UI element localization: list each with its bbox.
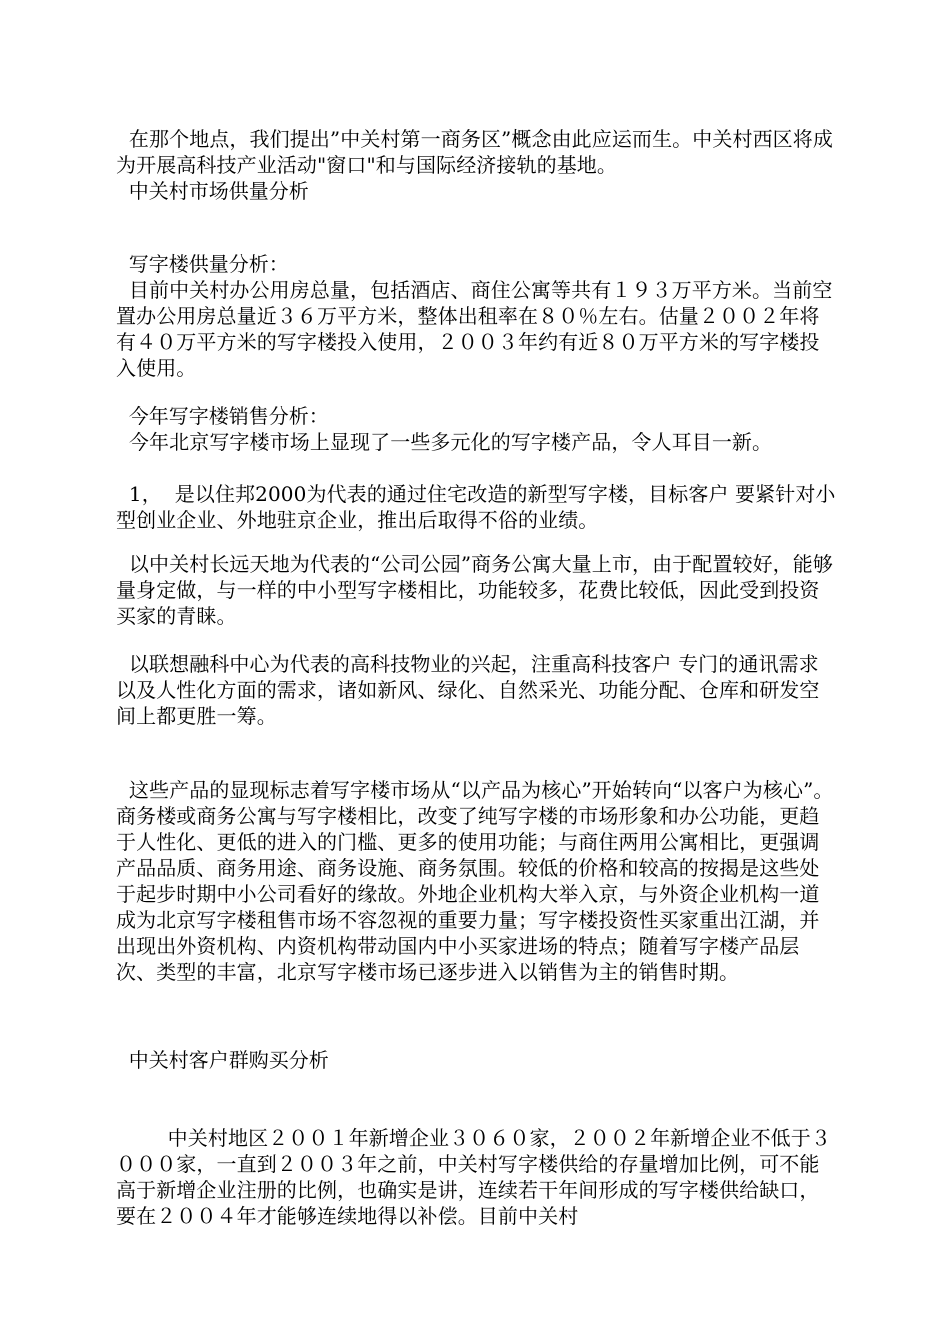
paragraph-office-sales: 今年北京写字楼市场上显现了一些多元化的写字楼产品，令人耳目一新。	[116, 430, 773, 454]
paragraph-item-one: 1， 是以住邦2000为代表的通过住宅改造的新型写字楼，目标客户 要紧针对小型创业企业、外地驻京企业，推出后取得不俗的业绩。	[116, 482, 836, 532]
paragraph-intro: 在那个地点，我们提出”中关村第一商务区”概念由此应运而生。中关村西区将成为开展高科技产业活动"窗口"和与国际经济接轨的基地。	[116, 127, 833, 177]
paragraph-company-park: 以中关村长远天地为代表的“公司公园”商务公寓大量上市，由于配置较好，能够量身定做，与一样的中小型写字楼相比，功能较多，花费比较低，因此受到投资买家的青睐。	[116, 552, 833, 628]
heading-office-supply: 写字楼供量分析：	[116, 252, 289, 276]
heading-office-sales: 今年写字楼销售分析：	[116, 404, 329, 428]
paragraph-high-tech-property: 以联想融科中心为代表的高科技物业的兴起，注重高科技客户 专门的通讯需求以及人性化方面的需求，诸如新风、绿化、自然采光、功能分配、仓库和研发空间上都更胜一筹。	[116, 652, 820, 728]
heading-customer-groups: 中关村客户群购买分析	[116, 1048, 329, 1072]
paragraph-market-shift: 这些产品的显现标志着写字楼市场从“以产品为核心”开始转向“以客户为核心”。商务楼或商务公寓与写字楼相比，改变了纯写字楼的市场形象和办公功能，更趋于人性化、更低的进入的门槛、更多的使用功能；与商住两用公寓相比，更强调产品品质、商务用途、商务设施、商务氛围。较低的价格和较高的按揭是这些处于起步时期中小公司看好的缘故。外地企业机构大举入京，与外资企业机构一道成为北京写字楼租售市场不容忽视的重要力量；写字楼投资性买家重出江湖，并出现出外资机构、内资机构带动国内中小买家进场的特点；随着写字楼产品层次、类型的丰富，北京写字楼市场已逐步进入以销售为主的销售时期。	[116, 778, 834, 984]
paragraph-office-supply: 目前中关村办公用房总量，包括酒店、商住公寓等共有１９３万平方米。当前空置办公用房总量近３６万平方米，整体出租率在８０％左右。估量２００２年将有４０万平方米的写字楼投入使用，２００３年约有近８０万平方米的写字楼投入使用。	[116, 278, 833, 380]
heading-market-supply: 中关村市场供量分析	[116, 179, 309, 203]
paragraph-customer-groups: 中关村地区２００１年新增企业３０６０家，２００２年新增企业不低于３０００家，一直到２００３年之前，中关村写字楼供给的存量增加比例，可不能高于新增企业注册的比例，也确实是讲，连续若干年间形成的写字楼供给缺口，要在２００４年才能够连续地得以补偿。目前中关村	[116, 1126, 831, 1228]
